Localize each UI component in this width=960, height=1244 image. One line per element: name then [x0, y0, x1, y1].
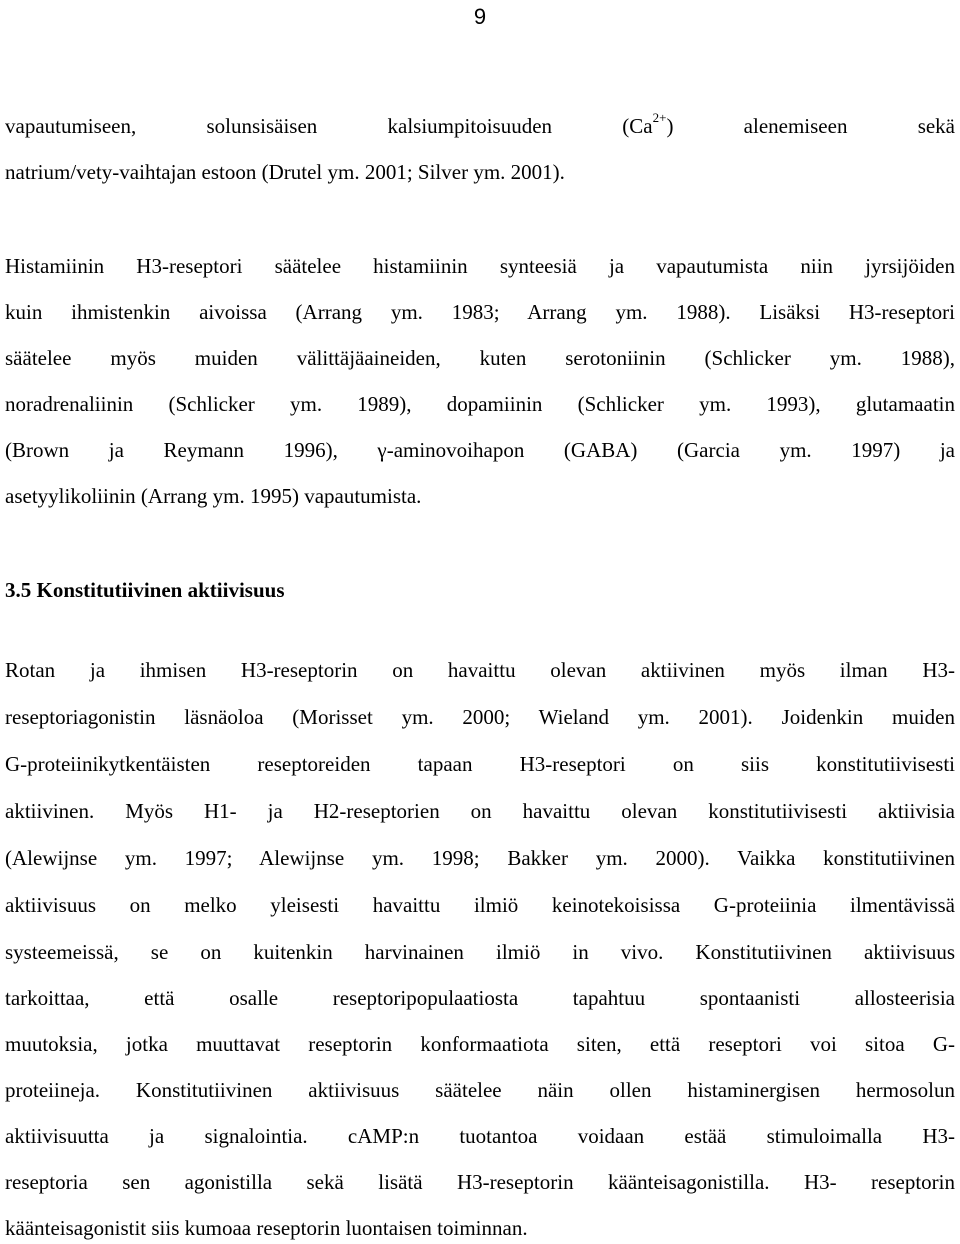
text-line: noradrenaliinin (Schlicker ym. 1989), dopamiinin (Schlicker ym. 1993), glutamaatin [5, 392, 955, 416]
section-heading: 3.5 Konstitutiivinen aktiivisuus [5, 578, 285, 602]
text-line [5, 110, 956, 139]
page-number: 9 [473, 4, 487, 29]
text-line: reseptoria sen agonistilla sekä lisätä H3-reseptorin käänteisagonistilla. H3- reseptorin [5, 1170, 955, 1194]
text-line: asetyylikoliinin (Arrang ym. 1995) vapautumista. [5, 484, 422, 508]
text-line: Histamiinin H3-reseptori säätelee histamiinin synteesiä ja vapautumista niin jyrsijöiden [5, 254, 955, 278]
text-line: tarkoittaa, että osalle reseptoripopulaatiosta tapahtuu spontaanisti allosteerisia [5, 986, 955, 1010]
text-span: vapautumiseen, solunsisäisen kalsiumpitoisuuden (Ca [5, 114, 653, 138]
text-line: (Alewijnse ym. 1997; Alewijnse ym. 1998; Bakker ym. 2000). Vaikka konstitutiivinen [5, 846, 955, 870]
text-line: aktiivisuus on melko yleisesti havaittu ilmiö keinotekoisissa G-proteiinia ilmentävissä [5, 893, 955, 917]
text-line: G-proteiinikytkentäisten reseptoreiden tapaan H3-reseptori on siis konstitutiivisesti [5, 752, 955, 776]
text-line: natrium/vety-vaihtajan estoon (Drutel ym. 2001; Silver ym. 2001). [5, 160, 565, 184]
text-line: systeemeissä, se on kuitenkin harvinainen ilmiö in vivo. Konstitutiivinen aktiivisuus [5, 940, 955, 964]
text-line: muutoksia, jotka muuttavat reseptorin konformaatiota siten, että reseptori voi sitoa G- [5, 1032, 955, 1056]
text-line: reseptoriagonistin läsnäoloa (Morisset ym. 2000; Wieland ym. 2001). Joidenkin muiden [5, 705, 955, 729]
text-line: säätelee myös muiden välittäjäaineiden, kuten serotoniinin (Schlicker ym. 1988), [5, 346, 955, 370]
text-line: aktiivinen. Myös H1- ja H2-reseptorien on havaittu olevan konstitutiivisesti aktiivisia [5, 799, 955, 823]
superscript: 2+ [652, 110, 667, 125]
text-line: proteiineja. Konstitutiivinen aktiivisuus säätelee näin ollen histaminergisen hermosolun [5, 1078, 955, 1102]
text-span: ) alenemiseen sekä [666, 114, 956, 138]
text-line: käänteisagonistit siis kumoaa reseptorin luontaisen toiminnan. [5, 1216, 528, 1240]
text-line: (Brown ja Reymann 1996), γ-aminovoihapon (GABA) (Garcia ym. 1997) ja [5, 438, 955, 462]
text-line: Rotan ja ihmisen H3-reseptorin on havaittu olevan aktiivinen myös ilman H3- [5, 658, 955, 682]
text-line: kuin ihmistenkin aivoissa (Arrang ym. 1983; Arrang ym. 1988). Lisäksi H3-reseptori [5, 300, 955, 324]
text-line: aktiivisuutta ja signalointia. cAMP:n tuotantoa voidaan estää stimuloimalla H3- [5, 1124, 955, 1148]
